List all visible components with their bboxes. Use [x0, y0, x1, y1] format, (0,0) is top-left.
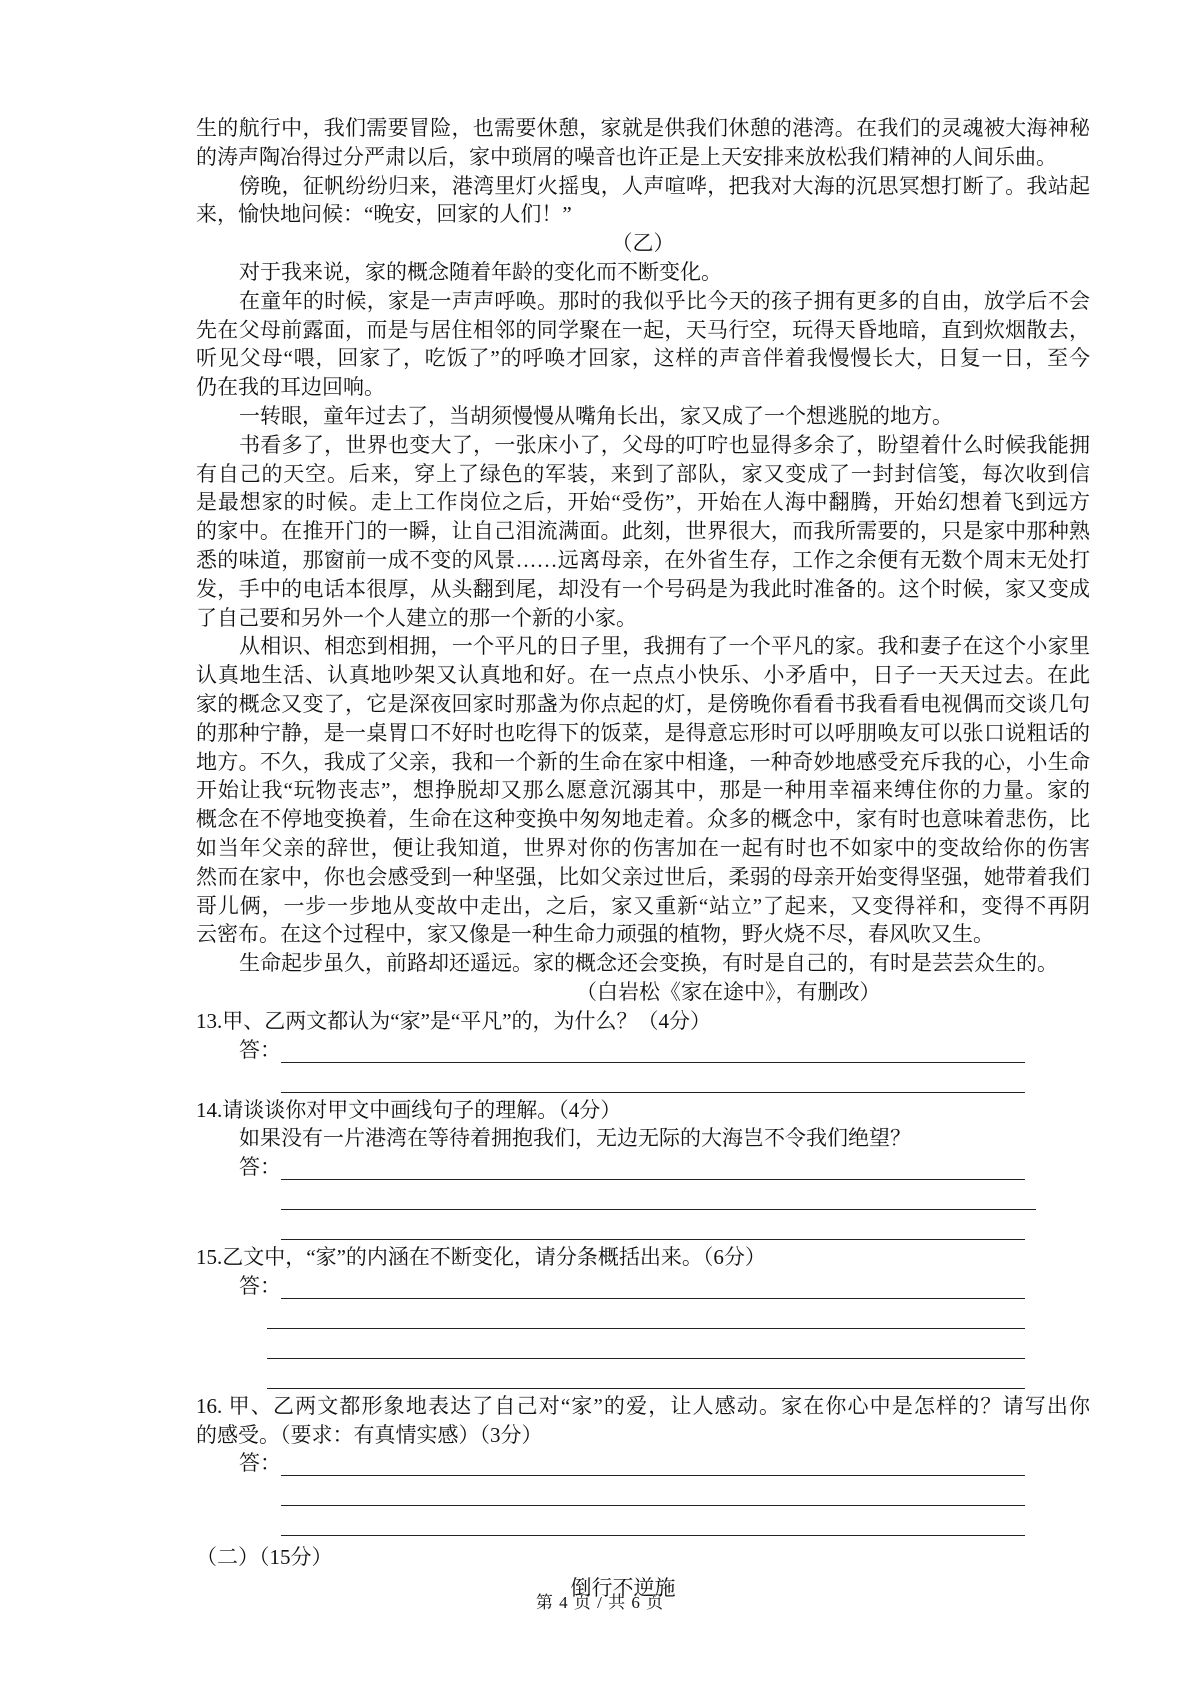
- question-prompt: 的感受。（要求：有真情实感）（3分）: [196, 1422, 543, 1447]
- section-two-label: （二）（15分）: [196, 1545, 333, 1570]
- answer-line-field[interactable]: [281, 1505, 1025, 1506]
- answer-label: 答：: [239, 1451, 281, 1476]
- text-line: 一转眼，童年过去了，当胡须慢慢从嘴角长出，家又成了一个想逃脱的地方。: [239, 403, 953, 428]
- text-line: 发，手中的电话本很厚，从头翻到尾，却没有一个号码是为我此时准备的。这个时候，家又变成: [196, 576, 1090, 601]
- text-line: 来，愉快地问候：“晚安，回家的人们！”: [196, 202, 572, 227]
- answer-row: [196, 1449, 1090, 1479]
- answer-line-field[interactable]: [281, 1239, 1025, 1240]
- answer-line-field[interactable]: [267, 1358, 1025, 1359]
- text-line: 仍在我的耳边回响。: [196, 375, 385, 400]
- text-line: 概念在不停地变换着，生命在这种变换中匆匆地走着。众多的概念中，家有时也意味着悲伤，比: [196, 807, 1090, 832]
- underlined-sentence-quote: 如果没有一片港湾在等待着拥抱我们，无边无际的大海岂不令我们绝望？: [239, 1126, 911, 1151]
- text-line: 先在父母前露面，而是与居住相邻的同学聚在一起，天马行空，玩得天昏地暗，直到炊烟散去，: [196, 317, 1090, 342]
- text-line: 生的航行中，我们需要冒险，也需要休憩，家就是供我们休憩的港湾。在我们的灵魂被大海神秘: [196, 116, 1090, 140]
- answer-row: [196, 1066, 1090, 1096]
- answer-line-field[interactable]: [281, 1092, 1025, 1093]
- text-line: 生命起步虽久，前路却还遥远。家的概念还会变换，有时是自己的，有时是芸芸众生的。: [239, 951, 1058, 976]
- page-footer: 第 4 页 / 共 6 页: [535, 1593, 665, 1612]
- text-line: 悉的味道，那窗前一成不变的风景……远离母亲，在外省生存，工作之余便有无数个周末无处打: [196, 547, 1090, 572]
- text-line: 的那种宁静，是一桌胃口不好时也吃得下的饭菜，是得意忘形时可以呼朋唤友可以张口说粗话的: [196, 720, 1090, 745]
- answer-line-field[interactable]: [281, 1179, 1025, 1180]
- question-prompt: 13.甲、乙两文都认为“家”是“平凡”的，为什么？（4分）: [196, 1008, 712, 1033]
- answer-line-field[interactable]: [281, 1209, 1036, 1210]
- text-line: 从相识、相恋到相拥，一个平凡的日子里，我拥有了一个平凡的家。我和妻子在这个小家里: [239, 634, 1090, 659]
- passage-source: （白岩松《家在途中》，有删改）: [576, 979, 881, 1004]
- answer-row: [196, 1509, 1090, 1539]
- text-line: 在童年的时候，家是一声声呼唤。那时的我似乎比今天的孩子拥有更多的自由，放学后不会: [239, 288, 1090, 313]
- answer-row: [196, 1479, 1090, 1509]
- questions: [196, 1007, 1090, 1540]
- answer-row: [196, 1272, 1090, 1302]
- answer-line-field[interactable]: [281, 1298, 1025, 1299]
- answer-label: 答：: [239, 1037, 281, 1062]
- text-line: 了自己要和另外一个人建立的那一个新的小家。: [196, 605, 637, 630]
- question-14: [196, 1096, 1090, 1244]
- answer-row: [196, 1302, 1090, 1332]
- text-line: 如当年父亲的辞世，便让我知道，世界对你的伤害加在一起有时也不如家中的变故给你的伤害: [196, 835, 1090, 860]
- question-prompt: 14.请谈谈你对甲文中画线句子的理解。（4分）: [196, 1097, 622, 1122]
- answer-line-field[interactable]: [281, 1535, 1025, 1536]
- answer-label: 答：: [239, 1155, 281, 1180]
- text-line: 有自己的天空。后来，穿上了绿色的军装，来到了部队，家又变成了一封封信笺，每次收到信: [196, 461, 1090, 486]
- question-15: [196, 1243, 1090, 1392]
- text-line: 对于我来说，家的概念随着年龄的变化而不断变化。: [239, 259, 722, 284]
- text-line: 书看多了，世界也变大了，一张床小了，父母的叮咛也显得多余了，盼望着什么时候我能拥: [239, 432, 1090, 457]
- text-line: 的涛声陶冶得过分严肃以后，家中琐屑的噪音也许正是上天安排来放松我们精神的人间乐曲。: [196, 144, 1057, 169]
- answer-row: [196, 1332, 1090, 1362]
- answer-line-field[interactable]: [267, 1328, 1025, 1329]
- text-line: 听见父母“喂，回家了，吃饭了”的呼唤才回家，这样的声音伴着我慢慢长大，日复一日，至今: [196, 346, 1090, 371]
- answer-line-field[interactable]: [267, 1388, 1025, 1389]
- passage-jia-tail: [196, 114, 1090, 229]
- text-line: 然而在家中，你也会感受到一种坚强，比如父亲过世后，柔弱的母亲开始变得坚强，她带着我们: [196, 864, 1090, 889]
- answer-row: [196, 1362, 1090, 1392]
- question-prompt: 15.乙文中，“家”的内涵在不断变化，请分条概括出来。（6分）: [196, 1245, 766, 1270]
- answer-row: [196, 1183, 1090, 1213]
- text-line: 地方。不久，我成了父亲，我和一个新的生命在家中相逢，一种奇妙地感受充斥我的心，小生命: [196, 749, 1090, 774]
- answer-row: [196, 1036, 1090, 1066]
- text-line: 云密布。在这个过程中，家又像是一种生命力顽强的植物，野火烧不尽，春风吹又生。: [196, 922, 994, 947]
- text-line: 认真地生活、认真地吵架又认真地和好。在一点点小快乐、小矛盾中，日子一天天过去。在此: [196, 663, 1090, 688]
- answer-row: [196, 1153, 1090, 1183]
- answer-line-field[interactable]: [281, 1475, 1025, 1476]
- answer-line-field[interactable]: [281, 1062, 1025, 1063]
- exam-page: [196, 114, 1090, 1603]
- answer-row: [196, 1213, 1090, 1243]
- text-line: 哥儿俩，一步一步地从变故中走出，之后，家又重新“站立”了起来，又变得祥和，变得不再阴: [196, 893, 1090, 918]
- text-line: 开始让我“玩物丧志”，想挣脱却又那么愿意沉溺其中，那是一种用幸福来缚住你的力量。家的: [196, 778, 1090, 803]
- question-16: [196, 1392, 1090, 1540]
- section-yi-label: （乙）: [611, 231, 675, 256]
- answer-label: 答：: [239, 1273, 281, 1298]
- next-passage-title: 倒行不逆施: [570, 1576, 676, 1601]
- question-prompt: 16. 甲、乙两文都形象地表达了自己对“家”的爱，让人感动。家在你心中是怎样的？请写出你: [196, 1393, 1090, 1418]
- passage-yi: [196, 258, 1090, 978]
- text-line: 是最想家的时候。走上工作岗位之后，开始“受伤”，开始在人海中翻腾，开始幻想着飞到远方: [196, 490, 1090, 515]
- question-13: [196, 1007, 1090, 1096]
- text-line: 的家中。在推开门的一瞬，让自己泪流满面。此刻，世界很大，而我所需要的，只是家中那种熟: [196, 519, 1090, 544]
- text-line: 家的概念又变了，它是深夜回家时那盏为你点起的灯，是傍晚你看看书我看看电视偶而交谈几句: [196, 691, 1090, 716]
- text-line: 傍晚，征帆纷纷归来，港湾里灯火摇曳，人声喧哗，把我对大海的沉思冥想打断了。我站起: [239, 173, 1090, 198]
